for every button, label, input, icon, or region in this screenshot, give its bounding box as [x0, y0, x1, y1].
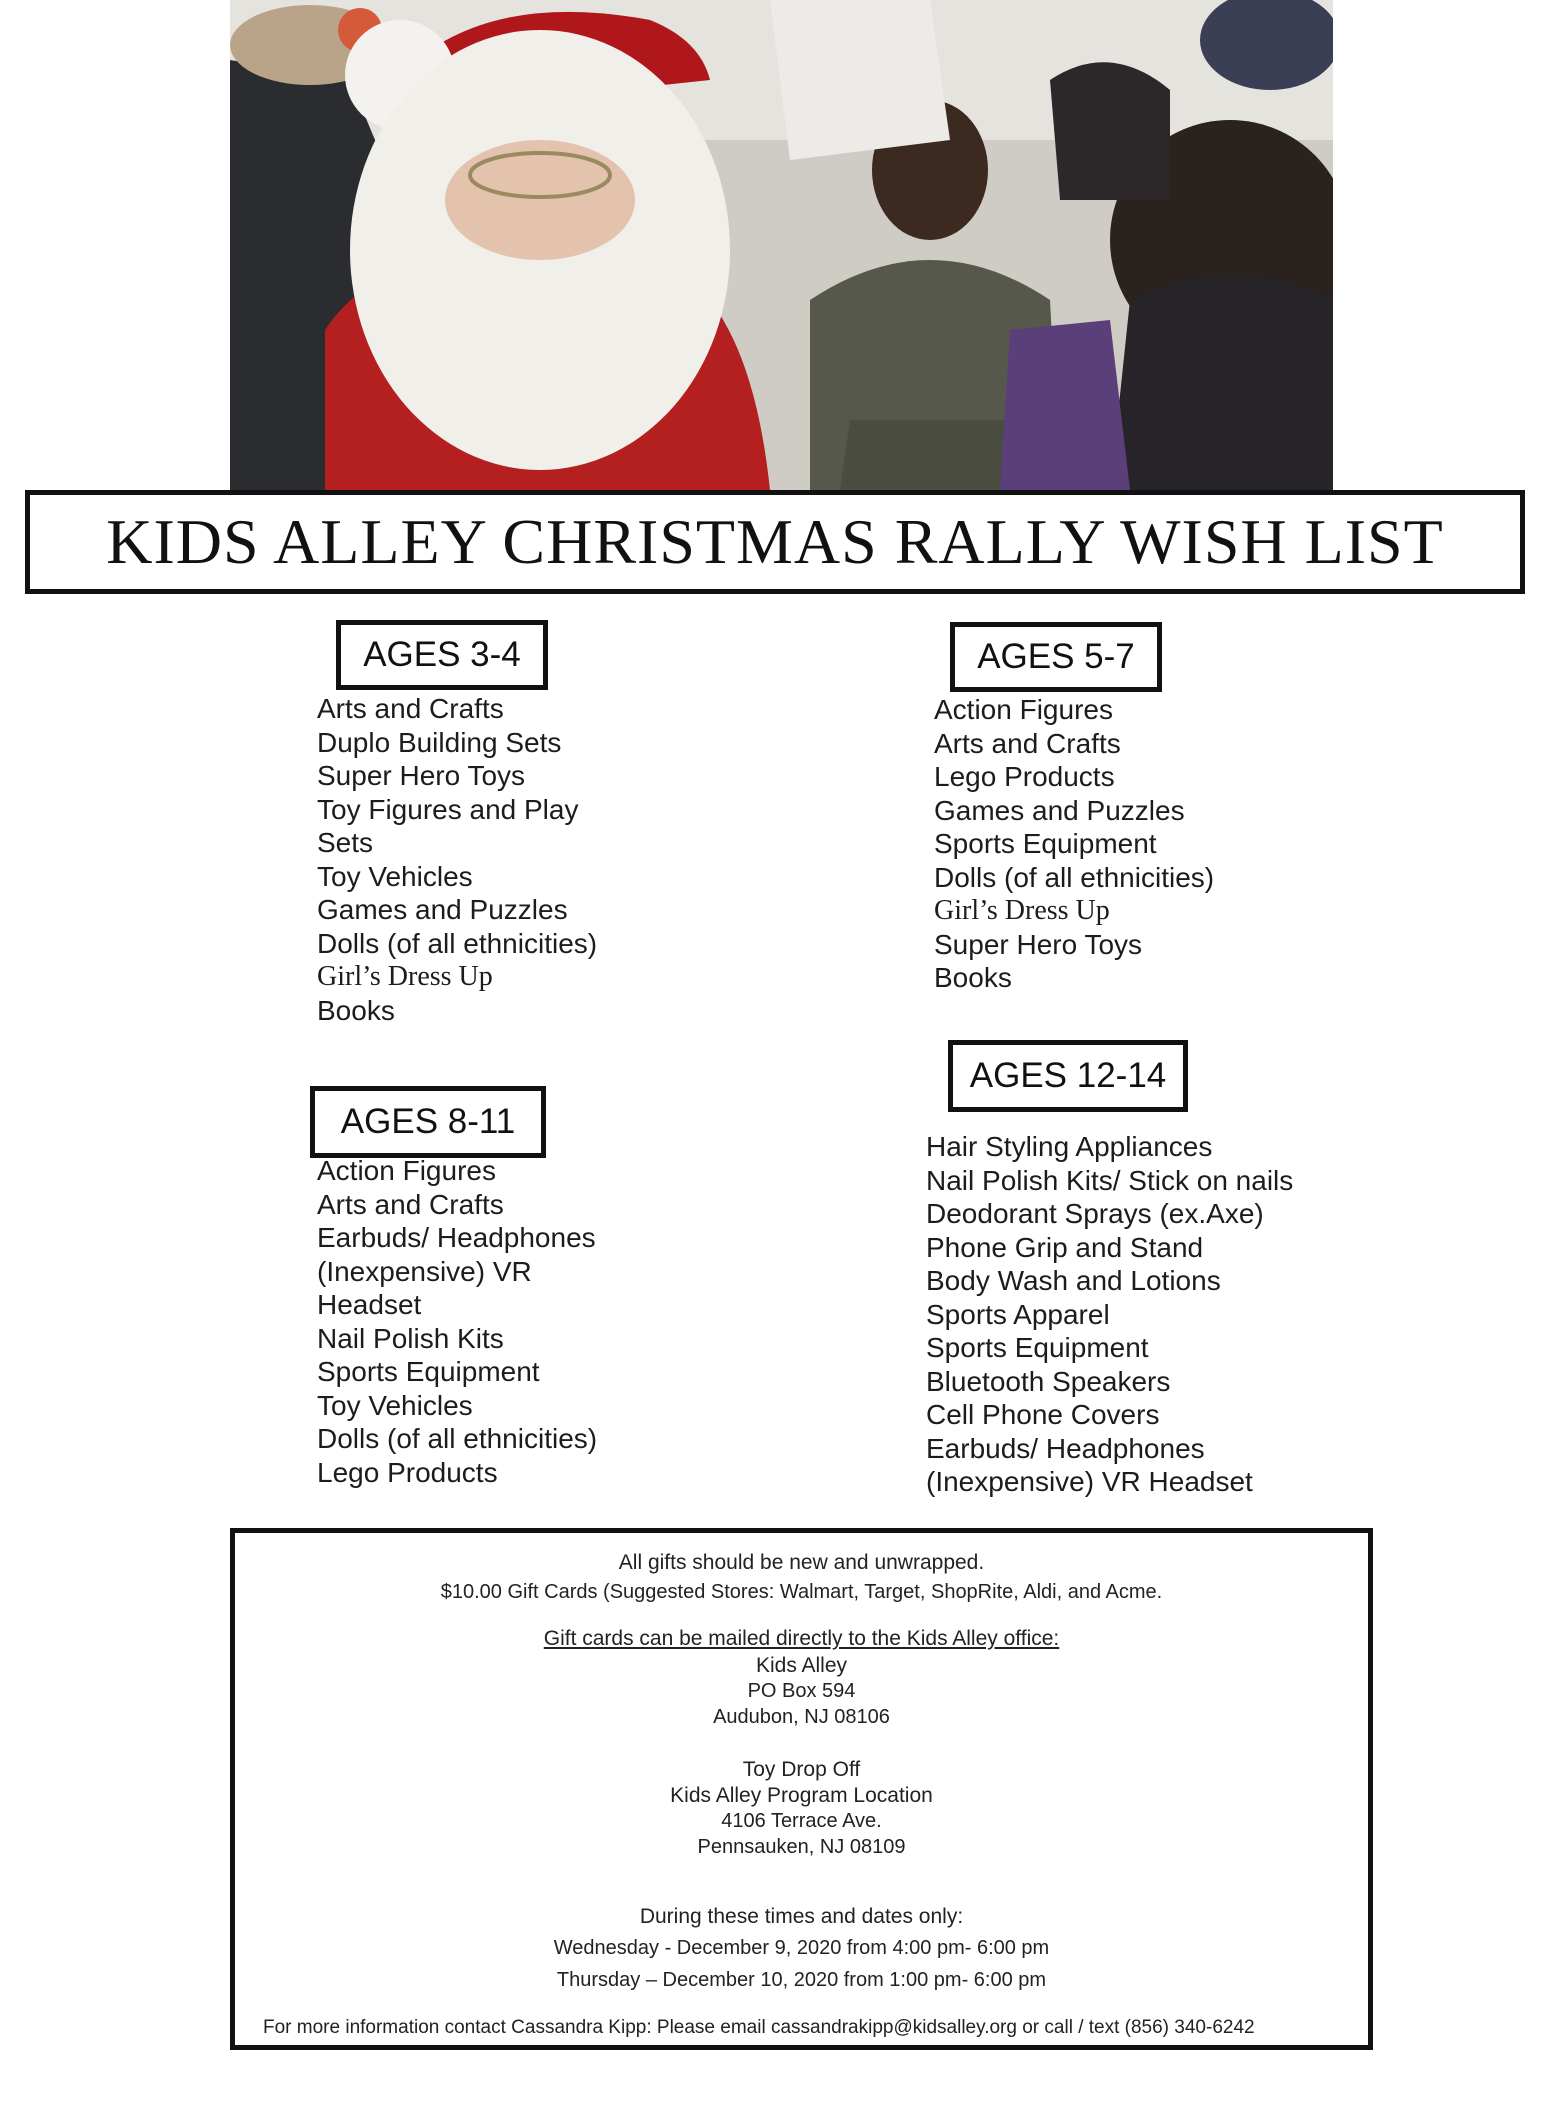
wish-list-ages-3-4: [317, 692, 597, 1027]
list-item: Earbuds/ Headphones: [317, 1222, 596, 1253]
list-item: Sports Equipment: [317, 1356, 540, 1387]
list-item: Action Figures: [317, 1155, 496, 1186]
list-item: Bluetooth Speakers: [926, 1365, 1171, 1397]
list-item: Earbuds/ Headphones: [926, 1432, 1205, 1464]
age-label-text: AGES 3-4: [363, 635, 521, 674]
list-item: Sports Equipment: [934, 828, 1157, 859]
list-item: Girl’s Dress Up: [934, 895, 1110, 926]
drop-off-city: Pennsauken, NJ 08109: [697, 1836, 906, 1858]
list-item: Girl’s Dress Up: [317, 961, 493, 992]
list-item: Nail Polish Kits: [317, 1322, 504, 1354]
age-label-text: AGES 12-14: [969, 1056, 1167, 1095]
age-label-text: AGES 5-7: [977, 637, 1135, 676]
list-item: Dolls (of all ethnicities): [317, 927, 598, 959]
info-line-gift-cards: $10.00 Gift Cards (Suggested Stores: Walmart, Target, ShopRite, Aldi, and Acme.: [440, 1581, 1163, 1603]
title-banner: [25, 490, 1525, 594]
list-item: Nail Polish Kits/ Stick on nails: [926, 1164, 1294, 1196]
list-item: Body Wash and Lotions: [926, 1265, 1221, 1296]
mail-po-box: PO Box 594: [747, 1680, 856, 1702]
list-item: Deodorant Sprays (ex.Axe): [926, 1198, 1264, 1229]
list-item: Games and Puzzles: [934, 794, 1185, 826]
list-item: Books: [317, 994, 395, 1026]
wish-list-ages-8-11: [317, 1154, 597, 1489]
list-item: Arts and Crafts: [317, 1188, 504, 1220]
mail-name: Kids Alley: [755, 1654, 848, 1677]
santa-photo: [230, 0, 1333, 490]
info-line-new-unwrapped: All gifts should be new and unwrapped.: [618, 1551, 985, 1574]
list-item: Toy Vehicles: [317, 1389, 473, 1421]
drop-off-time-1: Wednesday - December 9, 2020 from 4:00 pm- 6:00 pm: [553, 1937, 1050, 1959]
wish-list-ages-12-14: [926, 1130, 1293, 1499]
list-item: Headset: [317, 1289, 422, 1320]
contact-info: For more information contact Cassandra Kipp: Please email cassandrakipp@kidsalley.org or call / text (856) 340-6242: [263, 2017, 1255, 2038]
list-item: (Inexpensive) VR: [317, 1255, 532, 1287]
list-item: Lego Products: [317, 1456, 498, 1488]
list-item: Super Hero Toys: [934, 928, 1143, 960]
mail-city: Audubon, NJ 08106: [713, 1706, 890, 1728]
age-label-8-11: [310, 1086, 546, 1158]
times-heading: During these times and dates only:: [639, 1905, 964, 1928]
drop-off-heading: Toy Drop Off: [742, 1758, 861, 1781]
drop-off-street: 4106 Terrace Ave.: [721, 1810, 882, 1832]
drop-off-name: Kids Alley Program Location: [670, 1784, 933, 1807]
mail-heading: Gift cards can be mailed directly to the Kids Alley office:: [543, 1627, 1060, 1650]
wish-list-ages-5-7: [934, 693, 1214, 995]
list-item: Toy Vehicles: [317, 860, 473, 892]
drop-off-time-2: Thursday – December 10, 2020 from 1:00 pm- 6:00 pm: [556, 1969, 1047, 1991]
list-item: Games and Puzzles: [317, 894, 568, 925]
list-item: Super Hero Toys: [317, 760, 526, 791]
list-item: Sports Equipment: [926, 1332, 1149, 1363]
list-item: Arts and Crafts: [317, 693, 504, 724]
age-label-12-14: [948, 1040, 1188, 1112]
santa-photo-illustration: [230, 0, 1333, 490]
list-item: Duplo Building Sets: [317, 726, 562, 758]
list-item: Cell Phone Covers: [926, 1399, 1160, 1430]
list-item: Action Figures: [934, 694, 1113, 725]
list-item: Dolls (of all ethnicities): [934, 861, 1215, 893]
list-item: Books: [934, 962, 1012, 993]
age-label-text: AGES 8-11: [340, 1102, 516, 1141]
list-item: (Inexpensive) VR Headset: [926, 1466, 1253, 1497]
list-item: Arts and Crafts: [934, 727, 1121, 759]
age-label-3-4: [336, 620, 548, 690]
list-item: Toy Figures and Play: [317, 793, 579, 825]
list-item: Lego Products: [934, 761, 1115, 792]
list-item: Sets: [317, 827, 374, 858]
list-item: Hair Styling Appliances: [926, 1131, 1213, 1162]
list-item: Phone Grip and Stand: [926, 1231, 1204, 1263]
donation-info-box: [230, 1528, 1373, 2050]
page-title: KIDS ALLEY CHRISTMAS RALLY WISH LIST: [106, 506, 1444, 577]
list-item: Sports Apparel: [926, 1298, 1110, 1330]
list-item: Dolls (of all ethnicities): [317, 1423, 598, 1454]
age-label-5-7: [950, 622, 1162, 692]
